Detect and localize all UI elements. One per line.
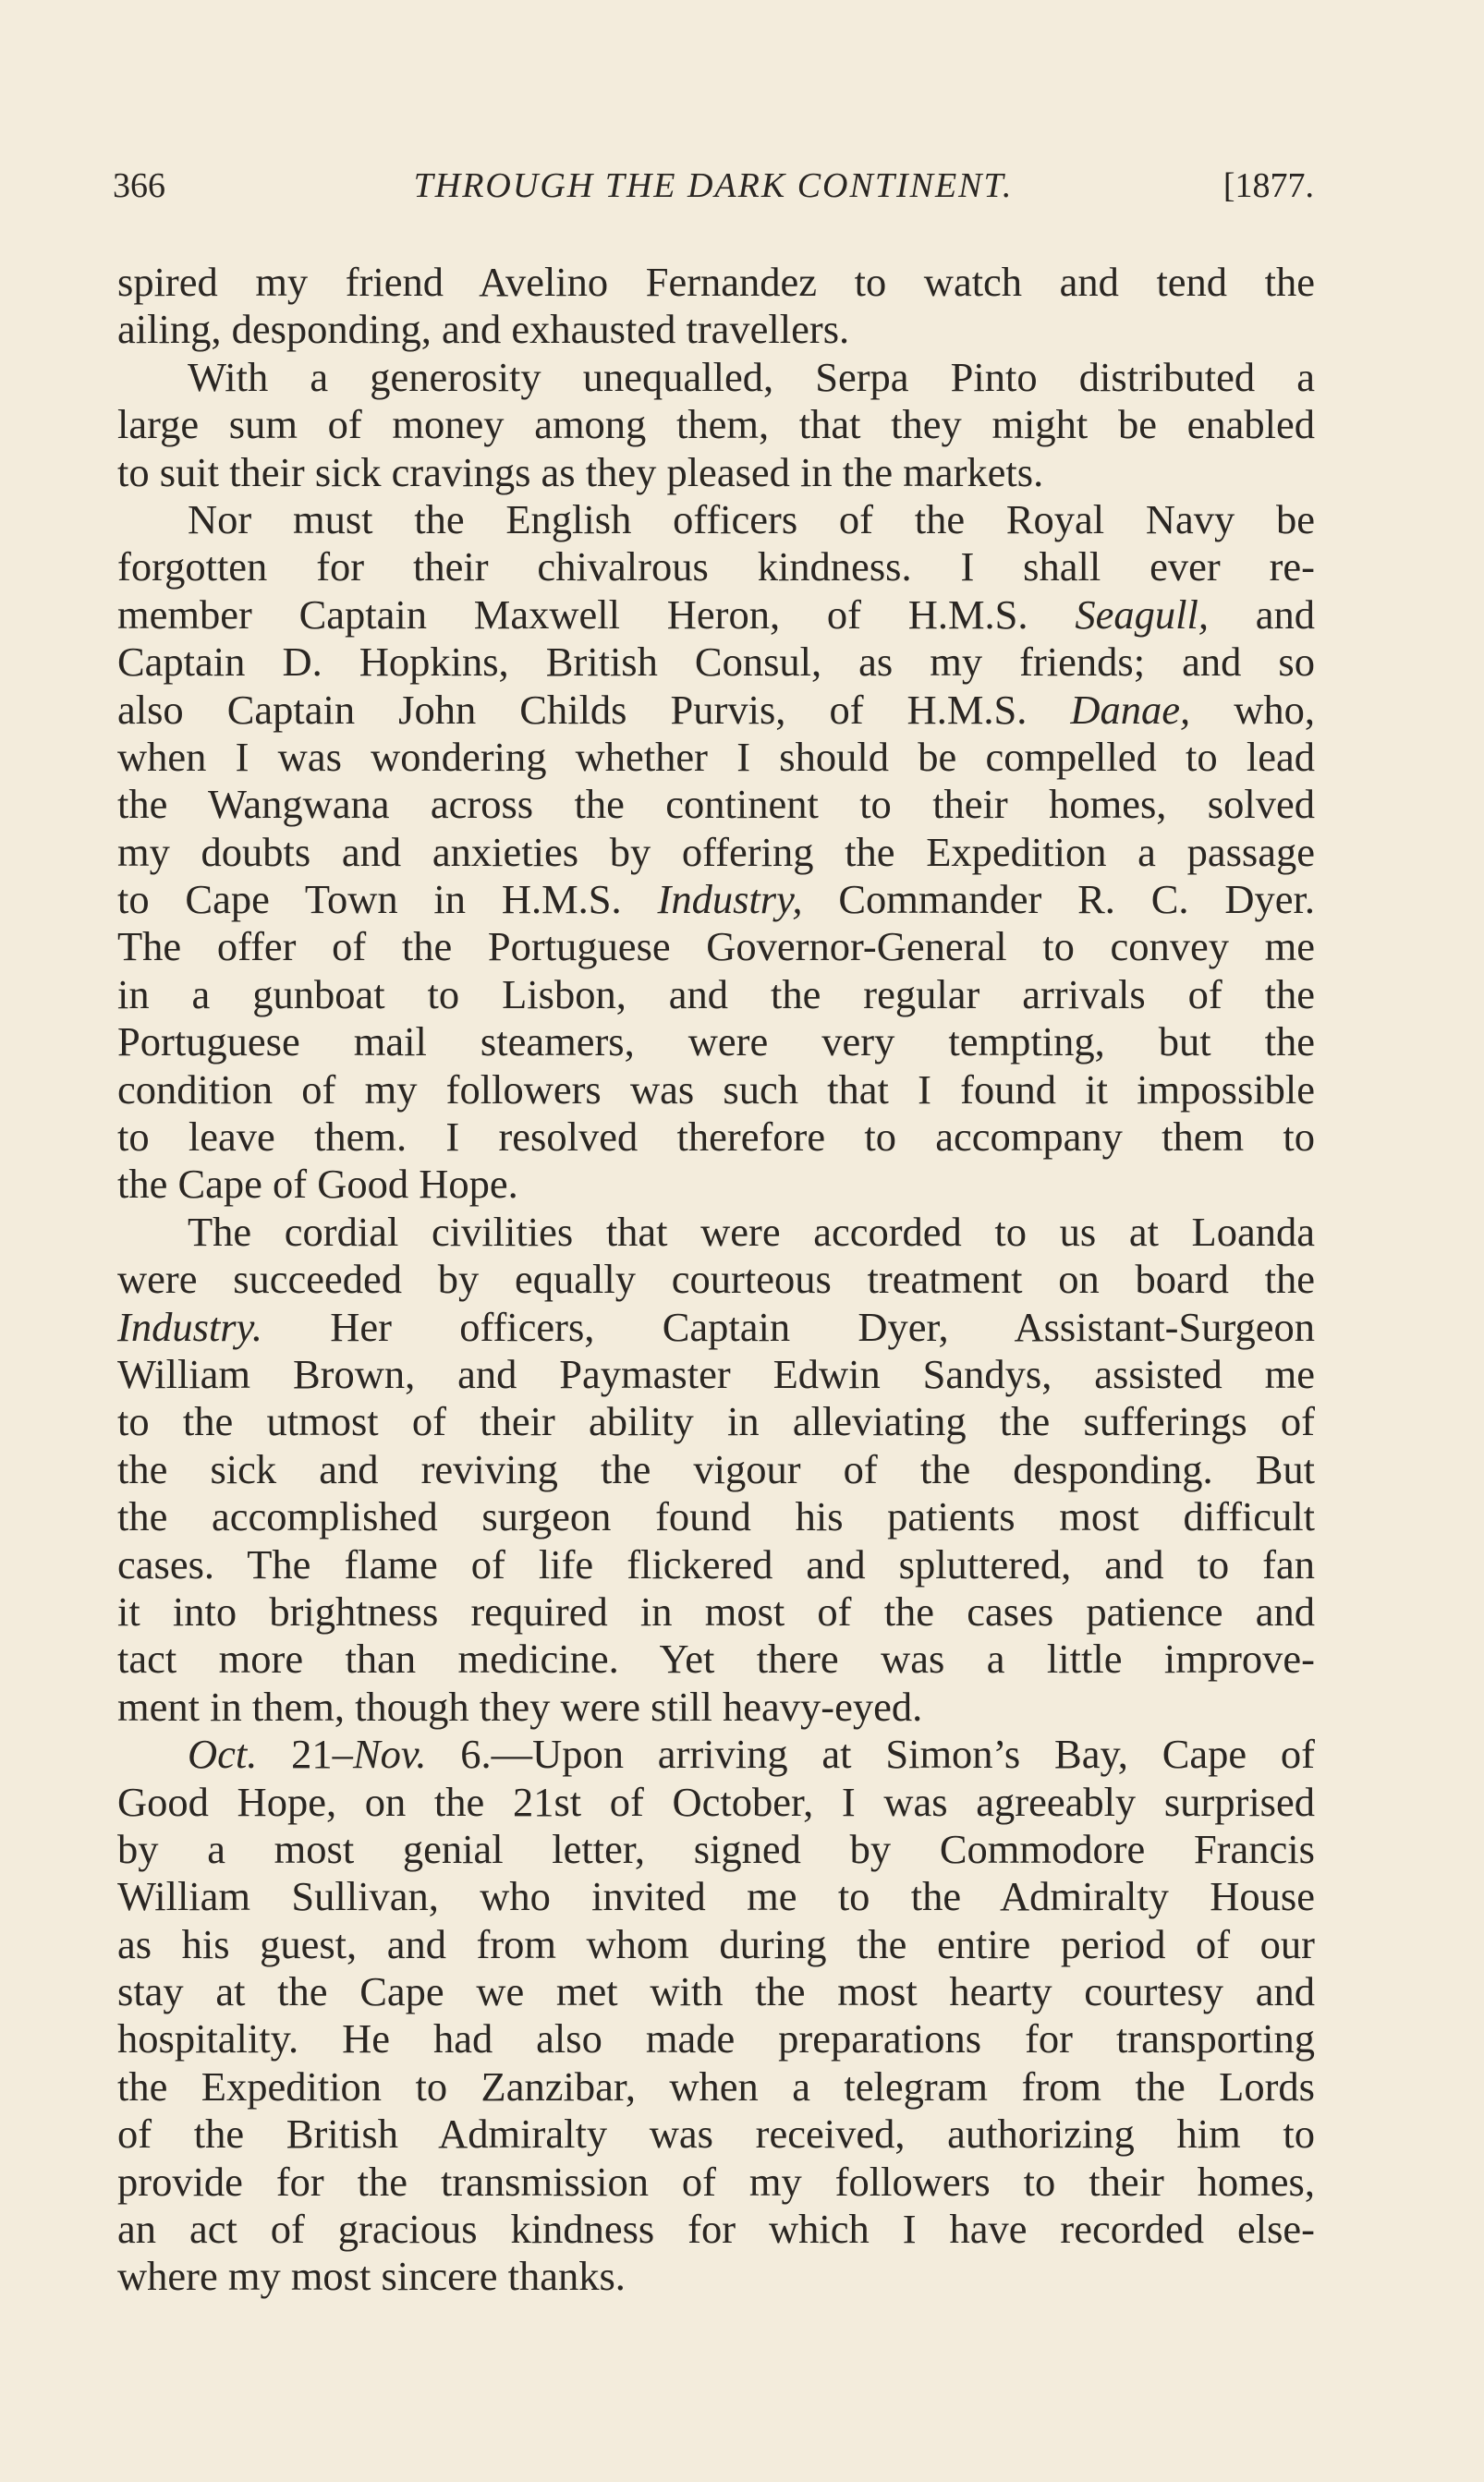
text-line [117, 401, 1315, 448]
text-segment: were succeeded by equally courteous treatment on board the [117, 1256, 1315, 1303]
text-line [117, 1873, 1315, 1920]
text-segment: condition of my followers was such that I found it impossible [117, 1065, 1315, 1113]
text-segment: of the British Admiralty was received, authorizing him to [117, 2111, 1315, 2158]
text-line [117, 2159, 1315, 2206]
text-line [117, 449, 1315, 496]
text-segment: to the utmost of their ability in alleviating the sufferings of [117, 1398, 1315, 1445]
text-line [117, 1256, 1315, 1303]
text-line [117, 923, 1315, 970]
text-line [117, 496, 1315, 543]
text-line [117, 1398, 1315, 1445]
text-segment: by a most genial letter, signed by Commodore Francis [117, 1825, 1315, 1872]
text-segment: when I was wondering whether I should be compelled to lead [117, 733, 1315, 780]
italic-text: Oct. [188, 1731, 258, 1778]
running-title: THROUGH THE DARK CONTINENT. [413, 166, 1014, 205]
text-segment: the accomplished surgeon found his patients most difficult [117, 1493, 1315, 1540]
text-line [117, 1351, 1315, 1398]
text-segment: it into brightness required in most of the cases patience and [117, 1588, 1315, 1635]
text-line [117, 829, 1315, 876]
text-segment: 21– [257, 1731, 353, 1778]
text-line [117, 1018, 1315, 1065]
text-segment: member Captain Maxwell Heron, of H.M.S. [117, 590, 1076, 638]
text-line [117, 1779, 1315, 1826]
text-line [117, 1921, 1315, 1968]
text-line [117, 1066, 1315, 1113]
text-segment: cases. The flame of life flickered and spluttered, and to fan [117, 1540, 1315, 1588]
text-line [117, 1541, 1315, 1588]
italic-text: Danae, [1070, 686, 1191, 733]
text-segment: The offer of the Portuguese Governor-General to convey me [117, 923, 1315, 970]
text-segment: large sum of money among them, that they might be enabled [117, 401, 1315, 448]
text-line [117, 2111, 1315, 2158]
text-line [117, 1209, 1315, 1256]
text-segment: and [1208, 590, 1315, 638]
text-segment: to Cape Town in H.M.S. [117, 876, 658, 923]
text-line [117, 1731, 1315, 1778]
text-line [117, 876, 1315, 923]
text-line [117, 1636, 1315, 1683]
text-line [117, 2063, 1315, 2111]
text-segment: Commander R. C. Dyer. [802, 876, 1315, 923]
text-line [117, 781, 1315, 828]
text-segment: in a gunboat to Lisbon, and the regular arrivals of the [117, 970, 1315, 1017]
text-line [117, 543, 1315, 590]
text-segment: the Expedition to Zanzibar, when a telegram from the Lords [117, 2062, 1315, 2110]
text-line [117, 1684, 1315, 1731]
text-segment: ailing, desponding, and exhausted travellers. [117, 306, 850, 353]
text-segment: Her officers, Captain Dyer, Assistant-Surgeon [262, 1303, 1315, 1350]
text-line [117, 591, 1315, 639]
text-segment: also Captain John Childs Purvis, of H.M.S. [117, 686, 1071, 733]
text-line [117, 2253, 1315, 2300]
text-segment: 6.—Upon arriving at Simon’s Bay, Cape of [426, 1731, 1316, 1778]
text-line [117, 1113, 1315, 1161]
text-segment: tact more than medicine. Yet there was a little improve- [117, 1636, 1315, 1683]
text-segment: the Wangwana across the continent to their homes, solved [117, 781, 1315, 828]
text-segment: an act of gracious kindness for which I have recorded else- [117, 2206, 1315, 2253]
italic-text: Nov. [352, 1731, 427, 1778]
text-line [117, 2206, 1315, 2253]
text-segment: Portuguese mail steamers, were very tempting, but the [117, 1018, 1315, 1065]
text-segment: William Brown, and Paymaster Edwin Sandys, assisted me [117, 1350, 1315, 1397]
text-line [117, 1161, 1315, 1208]
body-text [117, 259, 1315, 2301]
text-segment: hospitality. He had also made preparations for transporting [117, 2015, 1315, 2062]
text-segment: to suit their sick cravings as they pleased in the markets. [117, 448, 1044, 495]
text-line [117, 1493, 1315, 1540]
text-line [117, 1968, 1315, 2015]
text-segment: the Cape of Good Hope. [117, 1161, 518, 1208]
text-segment: the sick and reviving the vigour of the desponding. But [117, 1445, 1315, 1492]
text-segment: Nor must the English officers of the Royal Navy be [188, 495, 1315, 542]
text-segment: provide for the transmission of my followers to their homes, [117, 2158, 1315, 2205]
italic-text: Industry, [657, 876, 803, 923]
text-segment: to leave them. I resolved therefore to accompany them to [117, 1113, 1315, 1161]
text-line [117, 354, 1315, 401]
text-segment: The cordial civilities that were accorded to us at Loanda [188, 1208, 1315, 1255]
italic-text: Seagull, [1075, 590, 1209, 638]
text-line [117, 1446, 1315, 1493]
text-segment: where my most sincere thanks. [117, 2253, 626, 2300]
header-year: [1877. [1222, 166, 1314, 205]
running-header [113, 163, 1314, 209]
italic-text: Industry. [117, 1303, 262, 1350]
text-segment: as his guest, and from whom during the entire period of our [117, 1920, 1315, 1967]
text-line [117, 1304, 1315, 1351]
text-line [117, 971, 1315, 1018]
text-line [117, 1588, 1315, 1636]
text-line [117, 259, 1315, 306]
text-segment: spired my friend Avelino Fernandez to watch and tend the [117, 259, 1315, 305]
text-segment: stay at the Cape we met with the most hearty courtesy and [117, 1968, 1315, 2015]
text-segment: who, [1190, 686, 1315, 733]
text-segment: William Sullivan, who invited me to the Admiralty House [117, 1873, 1315, 1920]
text-segment: my doubts and anxieties by offering the Expedition a passage [117, 828, 1315, 875]
text-segment: forgotten for their chivalrous kindness. I shall ever re- [117, 543, 1315, 590]
text-line [117, 639, 1315, 686]
text-segment: With a generosity unequalled, Serpa Pinto distributed a [188, 353, 1315, 400]
text-line [117, 687, 1315, 734]
text-line [117, 734, 1315, 781]
text-segment: ment in them, though they were still heavy-eyed. [117, 1683, 923, 1730]
text-segment: Good Hope, on the 21st of October, I was agreeably surprised [117, 1778, 1315, 1825]
text-line [117, 1826, 1315, 1873]
text-line [117, 2015, 1315, 2062]
text-segment: Captain D. Hopkins, British Consul, as my friends; and so [117, 639, 1315, 686]
text-line [117, 306, 1315, 353]
page-number: 366 [113, 166, 165, 205]
